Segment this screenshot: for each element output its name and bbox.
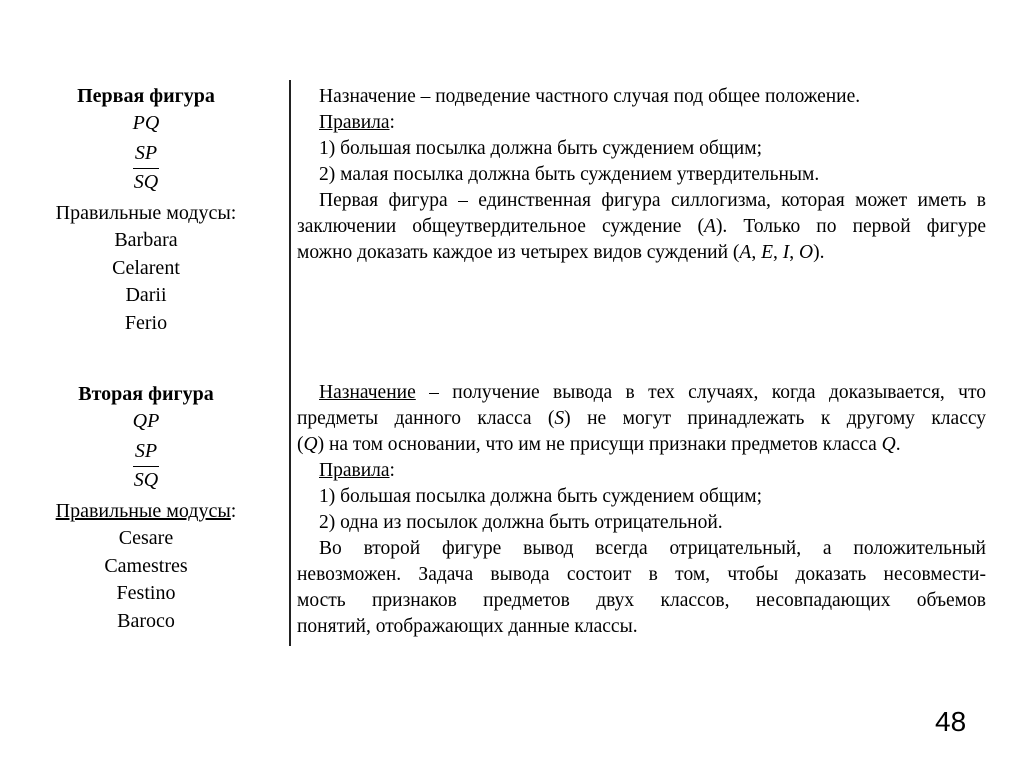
class-letter: Q <box>881 434 896 455</box>
figure2-rule-2: 2) одна из посылок должна быть отрицательной. <box>319 512 723 533</box>
figure1-conclusion: SQ <box>133 171 159 193</box>
class-letter: Q <box>303 434 318 455</box>
figure1-purpose: Назначение – подведение частного случая под общее положение. <box>319 86 861 107</box>
judgment-letter: I <box>782 242 790 263</box>
class-letter: S <box>554 408 565 429</box>
page-number: 48 <box>935 706 967 737</box>
judgment-letter: O <box>799 242 814 263</box>
figure2-title: Вторая фигура <box>78 383 214 405</box>
figure1-para-line-2: заключении общеутвердительное суждение (A). Только по первой фигуре <box>297 216 986 237</box>
figure2-mood: Baroco <box>117 609 175 632</box>
figure1-scheme <box>30 84 262 337</box>
column-divider <box>289 80 291 646</box>
figure1-description <box>297 84 986 266</box>
figure1-mood: Barbara <box>114 229 178 251</box>
figure1-minor-premise: SP <box>133 140 159 169</box>
judgment-letter: E <box>761 242 774 263</box>
figure1-major-premise: PQ <box>132 112 160 134</box>
figure2-fraction <box>133 438 159 493</box>
figure2-rules-label: Правила <box>319 460 390 481</box>
figure2-purpose-line-1: Назначение – получение вывода в тех случаях, когда доказывается, что <box>319 382 986 403</box>
figure2-rules-heading: Правила: <box>319 460 395 481</box>
figure2-mood: Camestres <box>104 554 188 577</box>
figure1-moods-heading: Правильные модусы: <box>55 202 237 224</box>
figure2-major-premise: QP <box>132 410 160 432</box>
figure2-conclusion: SQ <box>133 469 159 491</box>
figure2-para-line-4: понятий, отображающих данные классы. <box>297 616 638 637</box>
figure2-description <box>297 380 986 640</box>
figure1-mood: Celarent <box>112 256 180 279</box>
figure2-rule-1: 1) большая посылка должна быть суждением общим; <box>319 486 762 507</box>
figure2-moods-heading-line: Правильные модусы: <box>55 500 237 522</box>
figure1-rules-label: Правила <box>319 112 390 133</box>
figure1-rule-2: 2) малая посылка должна быть суждением утвердительным. <box>319 164 820 185</box>
figure2-purpose-line-3: (Q) на том основании, что им не присущи признаки предметов класса Q. <box>297 434 901 455</box>
figure2-para-line-2: невозможен. Задача вывода состоит в том, чтобы доказать несовмести- <box>297 564 986 585</box>
figure1-para-line-3: можно доказать каждое из четырех видов суждений (A, E, I, O). <box>297 242 825 263</box>
figure2-mood: Cesare <box>118 527 174 549</box>
figure2-mood: Festino <box>116 582 176 604</box>
judgment-letter: A <box>704 216 716 237</box>
figure2-purpose-label: Назначение <box>319 382 416 403</box>
figure1-rules-heading: Правила: <box>319 112 395 133</box>
figure2-moods-heading: Правильные модусы <box>55 500 231 522</box>
figure2-minor-premise: SP <box>133 438 159 467</box>
judgment-letter: A <box>739 242 752 263</box>
figure2-purpose-line-2: предметы данного класса (S) не могут принадлежать к другому классу <box>297 408 986 429</box>
figure2-scheme <box>30 382 262 635</box>
figure1-rule-1: 1) большая посылка должна быть суждением общим; <box>319 138 762 159</box>
figure2-para-line-1: Во второй фигуре вывод всегда отрицательный, а положительный <box>319 538 986 559</box>
figure1-para-line-1: Первая фигура – единственная фигура силлогизма, которая может иметь в <box>319 190 986 211</box>
figure1-fraction <box>133 140 159 195</box>
figure2-para-line-3: мость признаков предметов двух классов, несовпадающих объемов <box>297 590 986 611</box>
figure1-title: Первая фигура <box>77 85 215 107</box>
figure1-mood: Ferio <box>124 311 168 334</box>
figure1-mood: Darii <box>125 284 167 306</box>
